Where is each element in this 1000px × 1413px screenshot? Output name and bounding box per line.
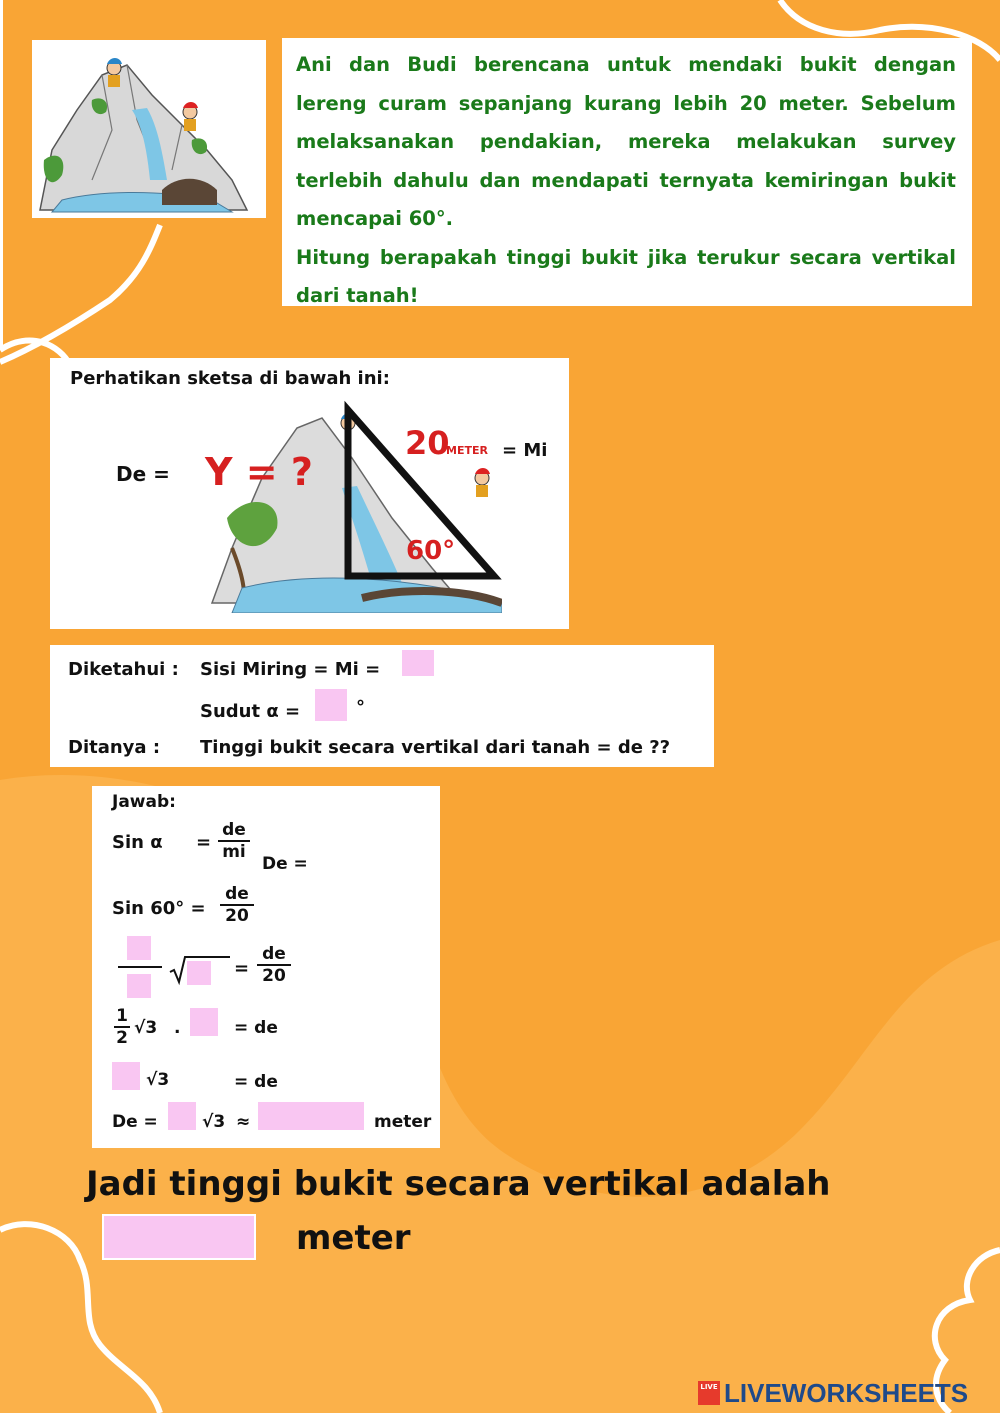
- de-over-20-fraction-2: [257, 944, 291, 986]
- degree-symbol: °: [356, 697, 365, 718]
- de-final-value-input[interactable]: [258, 1102, 364, 1130]
- triangle-sketch: [202, 398, 502, 613]
- de-label: De =: [116, 462, 170, 486]
- sudut-input[interactable]: [315, 689, 347, 721]
- conclusion-text: Jadi tinggi bukit secara vertikal adalah: [86, 1164, 831, 1204]
- approx-symbol: ≈: [236, 1112, 251, 1132]
- de-final-label: De =: [112, 1112, 158, 1132]
- meter-unit: meter: [374, 1112, 432, 1132]
- one-numerator: 1: [116, 1006, 128, 1026]
- two-denominator: 2: [114, 1026, 130, 1048]
- story-paragraph-1: Ani dan Budi berencana untuk mendaki bukit dengan lereng curam sepanjang kurang lebih 20 meter. Sebelum melaksanakan pendakian, mereka melakukan survey terlebih dahulu dan mendapati ternyata kemiringan bukit mencapai 60°.: [296, 53, 956, 230]
- hill-illustration: [32, 40, 266, 218]
- logo-letters-icon: LIVE: [698, 1381, 720, 1405]
- hypotenuse-unit: METER: [446, 444, 488, 457]
- given-box: [50, 645, 714, 767]
- mi-denominator: mi: [218, 840, 250, 862]
- sqrt3-row4: √3: [134, 1018, 158, 1038]
- row5-input[interactable]: [112, 1062, 140, 1090]
- de-numerator-2: de: [225, 884, 249, 904]
- twenty-denominator: 20: [220, 904, 254, 926]
- de-over-20-fraction: [220, 884, 254, 926]
- de-equals-label: De =: [262, 854, 308, 874]
- y-unknown-label: Y = ?: [205, 450, 313, 494]
- sqrt3-row5: √3: [146, 1070, 170, 1090]
- sudut-label: Sudut α =: [200, 701, 301, 722]
- jawab-label: Jawab:: [112, 792, 176, 812]
- row4-equals-de: = de: [234, 1018, 278, 1038]
- fraction-numerator-input[interactable]: [127, 936, 151, 960]
- sqrt-input[interactable]: [187, 961, 211, 985]
- mi-label: = Mi: [502, 440, 548, 461]
- brand-name: LIVEWORKSHEETS: [724, 1377, 969, 1408]
- row1-equals: =: [196, 832, 212, 853]
- conclusion-unit: meter: [296, 1218, 411, 1258]
- fraction-bar: [118, 966, 162, 968]
- ditanya-text: Tinggi bukit secara vertikal dari tanah = de ??: [200, 737, 671, 758]
- diketahui-label: Diketahui :: [68, 659, 179, 680]
- story-text-box: [282, 38, 972, 306]
- row4-input[interactable]: [190, 1008, 218, 1036]
- hypotenuse-value: 20: [405, 424, 450, 462]
- de-numerator-3: de: [262, 944, 286, 964]
- de-over-mi-fraction: [218, 820, 250, 862]
- row5-equals-de: = de: [234, 1072, 278, 1092]
- de-numerator: de: [222, 820, 246, 840]
- sin-alpha-label: Sin α: [112, 832, 163, 853]
- conclusion-answer-input[interactable]: [102, 1214, 256, 1260]
- sqrt3-row6: √3: [202, 1112, 226, 1132]
- angle-label: 60°: [406, 536, 456, 566]
- sisi-miring-input[interactable]: [402, 650, 434, 676]
- sketch-heading: Perhatikan sketsa di bawah ini:: [70, 368, 390, 389]
- de-final-coefficient-input[interactable]: [168, 1102, 196, 1130]
- sketch-box: [50, 358, 569, 629]
- ditanya-label: Ditanya :: [68, 737, 161, 758]
- liveworksheets-logo: [698, 1378, 968, 1408]
- row3-equals: =: [234, 958, 250, 979]
- story-paragraph-2: Hitung berapakah tinggi bukit jika terukur secara vertikal dari tanah!: [296, 245, 956, 307]
- sin60-label: Sin 60° =: [112, 898, 206, 919]
- mountain-climbers-picture: [32, 40, 266, 218]
- multiply-dot: .: [174, 1018, 181, 1038]
- twenty-denominator-2: 20: [257, 964, 291, 986]
- sisi-miring-label: Sisi Miring = Mi =: [200, 659, 381, 680]
- answer-box: [92, 786, 440, 1148]
- one-half-fraction: [114, 1006, 130, 1048]
- fraction-denominator-input[interactable]: [127, 974, 151, 998]
